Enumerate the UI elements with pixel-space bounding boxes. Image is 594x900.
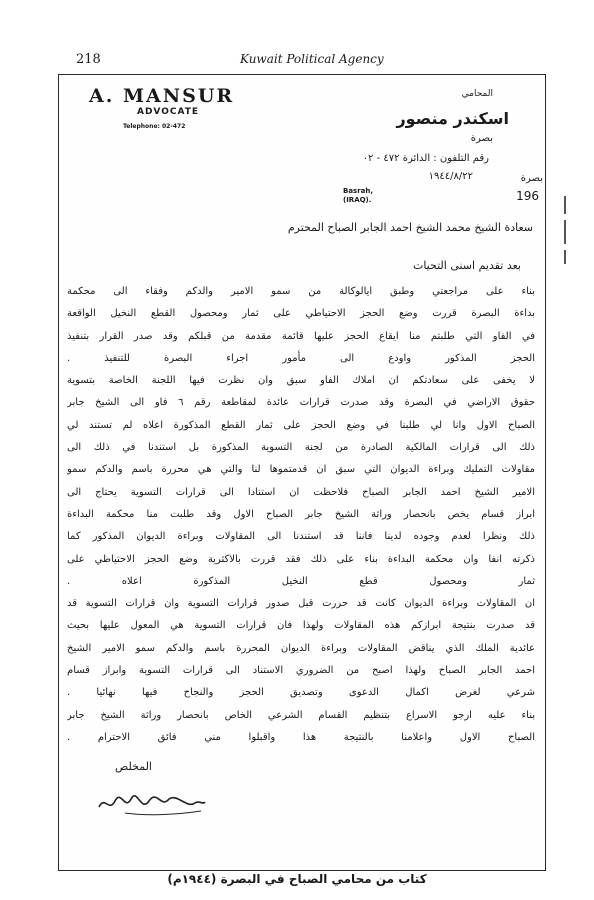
letterhead-telephone: Telephone: 02-472 [123, 123, 186, 130]
letter-body-line: بناء عليه ارجو الاسراع بتنظيم القسام الشرعي الخاص بانحصار وراثة الشيخ جابر [67, 709, 535, 721]
letter-addressee: سعادة الشيخ محمد الشيخ احمد الجابر الصباح المحترم [287, 221, 533, 234]
letter-body-line: الحجز المذكور واودع الى مأمور اجراء البصرة للتنفيذ . [67, 352, 535, 364]
letter-body-line: ان المقاولات وبراءة الديوان كانت قد حررت قبل صدور قرارات التسوية وان قرارات التسوية قد [67, 598, 535, 610]
reference-number: 196 [516, 189, 539, 203]
letter-greeting: بعد تقديم اسنى التحيات [412, 259, 521, 272]
letter-body-line: احمد الجابر الصباح ولهذا اصبح من الضروري الاستناد الى قرارات التسوية وابراز قسام [67, 665, 535, 677]
letter-body-line: لا يخفى على سعادتكم ان املاك الفاو سبق وان نظرت فيها اللجنة الخاصة بتسوية [67, 375, 535, 387]
letter-body-line: عائدية الملك الذي يناقض المقاولات وبراءة الديوان المحررة باسم والدكم سمو الامير الشيخ [67, 642, 535, 654]
basrah-address [343, 187, 373, 205]
letter-body-line: الصباح الاول واعلامنا بالنتيجة هذا واقبلوا مني فائق الاحترام . [67, 731, 535, 743]
letterhead-ar-telephone: رقم التلفون : الدائرة ٤٧٢ - ٠٢ [362, 153, 489, 164]
letterhead-name: A. MANSUR [89, 85, 235, 107]
letter-body-line: ابراز قسام يخص بانحصار وراثة الشيخ جابر الصباح الاول وقد طلبت منا محكمة البداءة [67, 508, 535, 520]
letter-body-line: ثمار ومحصول قطع النخيل المذكورة اعلاه . [67, 575, 535, 587]
letter-body-line: شرعي لغرض اكمال الدعوى وتصديق الحجز والنجاح فيها نهائيا . [67, 687, 535, 699]
letter-body-line: حقوق الاراضي في البصرة وقد صدرت قرارات عائدة لمقاطعة رقم ٦ فاو الى الشيخ جابر [67, 397, 535, 409]
handwritten-signature [95, 787, 207, 817]
letter-body-line: مقاولات التمليك وبراءة الديوان التي سبق ان قدمتموها لنا والتي هي محررة باسم والدكم سمو [67, 464, 535, 476]
letter-body-line: الصباح الاول وانا لي طلبنا في وضع الحجز على ثمار القطع المذكورة اعلاه لم تستند لي [67, 419, 535, 431]
letter-place: بصرة [520, 173, 543, 184]
letterhead-role: ADVOCATE [137, 107, 200, 117]
letter-body-line: الامير الشيخ احمد الجابر الصباح فلاحظت ان استنادا الى قرارات التسوية يحتاج الى [67, 486, 535, 498]
letter-date: ١٩٤٤/٨/٢٢ [428, 171, 473, 182]
letterhead-ar-city: بصرة [470, 133, 493, 144]
letterhead-ar-role: المحامي [461, 89, 493, 99]
page-header-title: Kuwait Political Agency [240, 52, 384, 66]
letter-body-line: في الفاو التي طلبتم منا ايقاع الحجز عليها قائمة مقدمة من قبلكم وقد صدر القرار بتنفيذ [67, 330, 535, 342]
image-caption: كتاب من محامي الصباح في البصرة (١٩٤٤م) [167, 872, 427, 886]
basrah-city: Basrah, [343, 187, 374, 195]
letter-body-line: ذكرته انفا وان محكمة البداءة بناء على ذلك فقد قررت بالاكثرية وضع الحجز الاحتياطي على [67, 553, 535, 565]
page-number: 218 [76, 52, 101, 67]
letter-body-line: ذلك الى قرارات المالكية الصادرة من لجنة التسوية المذكورة بل استندنا في ذلك الى [67, 442, 535, 454]
letter-body-line: بناء على مراجعتي وطبق ايالوكالة من سمو الامير والدكم وفقاء الى محكمة [67, 286, 535, 297]
basrah-country: (IRAQ). [343, 196, 372, 204]
letter-body-line: ذلك ونظرا لعدم وجوده لدينا فاننا قد استندنا الى المقاولات وبراءة الديوان المذكور كما [67, 531, 535, 543]
margin-annotation [546, 190, 584, 310]
letterhead-ar-name: اسكندر منصور [396, 109, 509, 128]
letter-scan [58, 74, 546, 871]
letter-body-line: قد صدرت بنتيجة ابرازكم هذه المقاولات ولهذا فان قرارات التسوية هي المعول عليها بحيث [67, 620, 535, 632]
letter-body [67, 281, 535, 749]
letter-body-line: بداءة البصرة قررت وضع الحجز الاحتياطي على ثمار ومحصول القطع النخيل الواقعة [67, 308, 535, 320]
letter-closing: المخلص [115, 760, 152, 773]
